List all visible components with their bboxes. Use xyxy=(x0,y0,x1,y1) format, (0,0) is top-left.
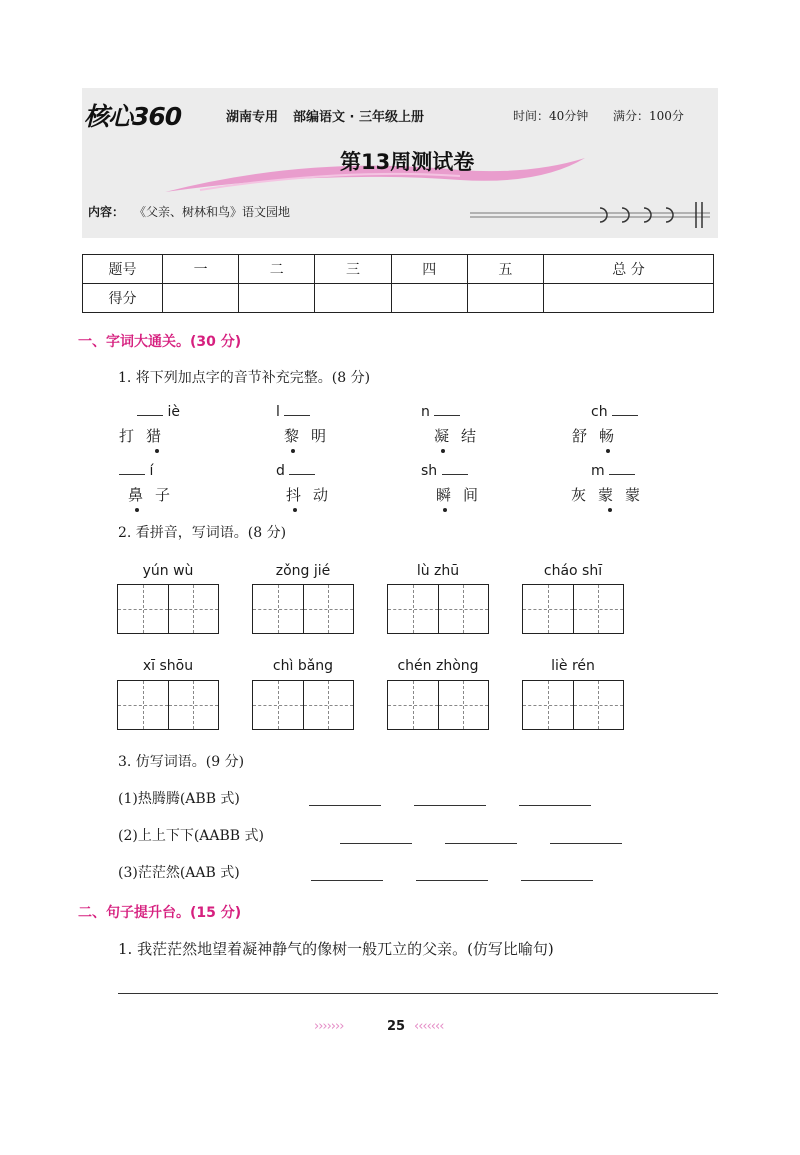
answer-line[interactable] xyxy=(414,805,486,806)
question-1-1-prompt: 1. 将下列加点字的音节补充完整。(8 分) xyxy=(118,370,371,386)
score-input-cell[interactable] xyxy=(391,284,467,313)
answer-line[interactable] xyxy=(416,880,488,881)
grid-pinyin-3: lù zhū xyxy=(416,563,460,579)
brand-logo: 核心360 xyxy=(84,102,182,131)
table-cell: 一 xyxy=(163,255,239,284)
score-input-cell[interactable] xyxy=(544,284,714,313)
emphasis-dot xyxy=(443,508,447,512)
pinyin-item-7: sh xyxy=(421,463,468,479)
grid-pinyin-7: chén zhòng xyxy=(397,658,479,674)
writing-grid-7[interactable] xyxy=(387,680,489,730)
score-table-score-row xyxy=(83,284,714,313)
word-3: 凝结 xyxy=(434,427,489,445)
header-line-decoration xyxy=(470,200,715,230)
pinyin-item-6: d xyxy=(276,463,315,479)
table-cell: 三 xyxy=(315,255,391,284)
emphasis-dot xyxy=(135,508,139,512)
grid-pinyin-4: cháo shī xyxy=(543,563,603,579)
imitation-item-2: (2)上上下下(AABB 式) xyxy=(118,828,265,844)
pinyin-item-1: iè xyxy=(137,404,180,420)
answer-line[interactable] xyxy=(309,805,381,806)
table-cell: 题号 xyxy=(83,255,163,284)
pinyin-item-8: m xyxy=(591,463,635,479)
answer-line[interactable] xyxy=(118,993,718,994)
answer-blank[interactable] xyxy=(289,463,315,475)
imitation-item-1: (1)热腾腾(ABB 式) xyxy=(118,791,240,807)
word-5: 鼻子 xyxy=(128,486,183,504)
score-input-cell[interactable] xyxy=(163,284,239,313)
writing-grid-5[interactable] xyxy=(117,680,219,730)
content-text: 《父亲、树林和鸟》语文园地 xyxy=(134,205,291,219)
writing-grid-3[interactable] xyxy=(387,584,489,634)
word-2: 黎明 xyxy=(284,427,339,445)
answer-line[interactable] xyxy=(445,843,517,844)
page-number: 25 xyxy=(387,1019,406,1034)
score-input-cell[interactable] xyxy=(315,284,391,313)
content-label: 内容： xyxy=(88,205,125,219)
question-1-3-prompt: 3. 仿写词语。(9 分) xyxy=(118,754,245,770)
emphasis-dot xyxy=(293,508,297,512)
pinyin-item-2: l xyxy=(276,404,310,420)
page-title: 第13周测试卷 xyxy=(340,150,475,174)
table-cell: 四 xyxy=(391,255,467,284)
answer-blank[interactable] xyxy=(442,463,468,475)
answer-blank[interactable] xyxy=(284,404,310,416)
answer-line[interactable] xyxy=(311,880,383,881)
full-score: 满分：100分 xyxy=(613,109,684,123)
question-2-1-prompt: 1. 我茫茫然地望着凝神静气的像树一般兀立的父亲。(仿写比喻句) xyxy=(118,940,554,958)
answer-line[interactable] xyxy=(340,843,412,844)
question-1-2-prompt: 2. 看拼音，写词语。(8 分) xyxy=(118,525,287,541)
writing-grid-4[interactable] xyxy=(522,584,624,634)
word-7: 瞬间 xyxy=(436,486,491,504)
answer-blank[interactable] xyxy=(137,404,163,416)
score-table-header-row xyxy=(83,255,714,284)
grid-pinyin-8: liè rén xyxy=(551,658,595,674)
table-cell: 五 xyxy=(467,255,543,284)
answer-blank[interactable] xyxy=(434,404,460,416)
writing-grid-2[interactable] xyxy=(252,584,354,634)
time-limit: 时间：40分钟 xyxy=(513,109,589,123)
grid-pinyin-1: yún wù xyxy=(142,563,194,579)
book-name: 部编语文 · 三年级上册 xyxy=(293,110,424,125)
answer-line[interactable] xyxy=(519,805,591,806)
section-1-title: 一、字词大通关。(30 分) xyxy=(78,334,242,350)
writing-grid-6[interactable] xyxy=(252,680,354,730)
emphasis-dot xyxy=(606,449,610,453)
answer-blank[interactable] xyxy=(612,404,638,416)
region-label: 湖南专用 xyxy=(226,110,279,125)
answer-line[interactable] xyxy=(550,843,622,844)
pinyin-item-3: n xyxy=(421,404,460,420)
score-input-cell[interactable] xyxy=(239,284,315,313)
emphasis-dot xyxy=(291,449,295,453)
pinyin-item-4: ch xyxy=(591,404,638,420)
score-table xyxy=(82,254,714,313)
word-1: 打猎 xyxy=(119,427,174,445)
emphasis-dot xyxy=(155,449,159,453)
pinyin-item-5: í xyxy=(119,463,153,479)
imitation-item-3: (3)茫茫然(AAB 式) xyxy=(118,865,240,881)
grid-pinyin-6: chì bǎng xyxy=(272,658,334,674)
answer-blank[interactable] xyxy=(609,463,635,475)
grid-pinyin-5: xī shōu xyxy=(142,658,194,674)
answer-line[interactable] xyxy=(521,880,593,881)
writing-grid-8[interactable] xyxy=(522,680,624,730)
word-6: 抖动 xyxy=(286,486,341,504)
writing-grid-1[interactable] xyxy=(117,584,219,634)
footer-arrows-left: ››››››› xyxy=(314,1019,344,1034)
word-4: 舒畅 xyxy=(572,427,627,445)
score-input-cell[interactable] xyxy=(467,284,543,313)
emphasis-dot xyxy=(608,508,612,512)
emphasis-dot xyxy=(441,449,445,453)
table-cell: 总 分 xyxy=(544,255,714,284)
table-cell: 二 xyxy=(239,255,315,284)
grid-pinyin-2: zǒng jié xyxy=(275,563,331,579)
footer-arrows-right: ‹‹‹‹‹‹‹ xyxy=(414,1019,444,1034)
table-cell: 得分 xyxy=(83,284,163,313)
word-8: 灰蒙蒙 xyxy=(571,486,653,504)
section-2-title: 二、句子提升台。(15 分) xyxy=(78,905,242,921)
answer-blank[interactable] xyxy=(119,463,145,475)
